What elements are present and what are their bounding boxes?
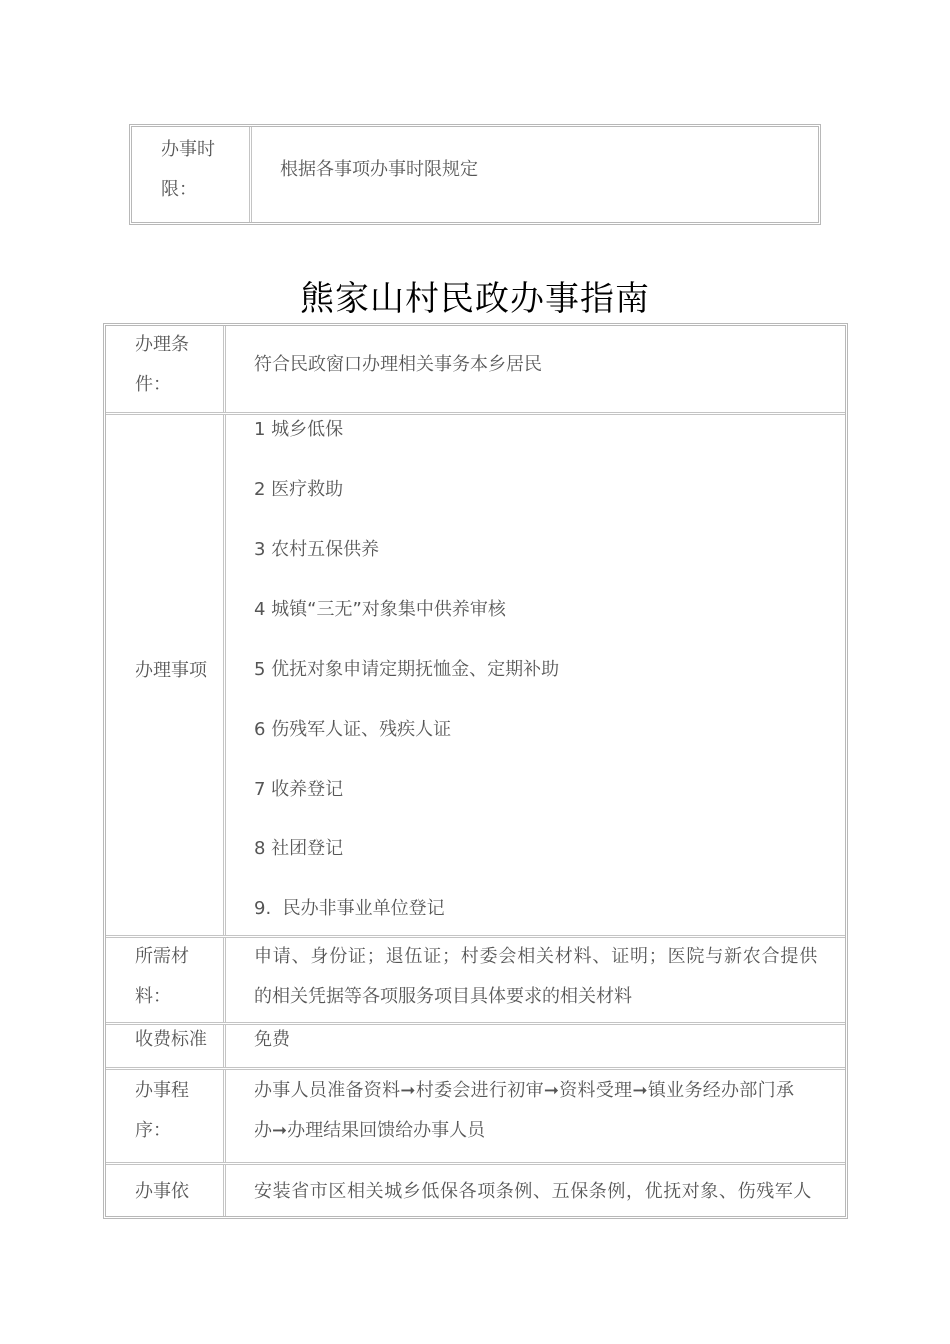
materials-row (106, 935, 845, 1022)
items-label-cell (106, 415, 226, 935)
time-limit-row (132, 127, 818, 222)
time-limit-label-line2: 限： (161, 179, 197, 200)
procedure-label-line2: 序： (135, 1120, 171, 1141)
fees-label-cell (106, 1025, 226, 1067)
time-limit-value: 根据各事项办事时限规定 (280, 159, 478, 180)
procedure-value-cell (226, 1070, 845, 1162)
list-item: 1 城乡低保 (254, 419, 344, 440)
materials-value-line1: 申请、身份证；退伍证；村委会相关材料、证明；医院与新农合提供 (254, 946, 818, 967)
materials-label-line2: 料： (135, 986, 171, 1007)
conditions-row (106, 326, 845, 412)
time-limit-value-cell (252, 127, 818, 222)
list-item: 5 优抚对象申请定期抚恤金、定期补助 (254, 659, 560, 680)
items-label: 办理事项 (135, 660, 207, 681)
basis-label: 办事依 (135, 1181, 189, 1202)
conditions-value: 符合民政窗口办理相关事务本乡居民 (254, 354, 542, 375)
items-list-cell (226, 415, 845, 935)
conditions-value-cell (226, 326, 845, 412)
procedure-value-line1: 办事人员准备资料➞村委会进行初审➞资料受理➞镇业务经办部门承 (254, 1080, 795, 1101)
items-row (106, 412, 845, 935)
list-item: 4 城镇“三无”对象集中供养审核 (254, 599, 506, 620)
fees-row (106, 1022, 845, 1067)
list-item: 8 社团登记 (254, 838, 344, 859)
procedure-row (106, 1067, 845, 1162)
basis-value: 安装省市区相关城乡低保各项条例、五保条例，优抚对象、伤残军人 (254, 1181, 812, 1202)
time-limit-table (129, 124, 821, 225)
conditions-label-line2: 件： (135, 374, 171, 395)
basis-row (106, 1162, 845, 1216)
basis-label-cell (106, 1165, 226, 1216)
materials-label-cell (106, 938, 226, 1022)
procedure-value-line2: 办➞办理结果回馈给办事人员 (254, 1120, 486, 1141)
page-title: 熊家山村民政办事指南 (300, 278, 650, 319)
list-item: 3 农村五保供养 (254, 539, 380, 560)
time-limit-label-cell (132, 127, 252, 222)
materials-label-line1: 所需材 (135, 946, 189, 967)
list-item: 6 伤残军人证、残疾人证 (254, 719, 452, 740)
conditions-label-cell (106, 326, 226, 412)
list-item: 2 医疗救助 (254, 479, 344, 500)
procedure-label-line1: 办事程 (135, 1080, 189, 1101)
fees-value: 免费 (254, 1029, 290, 1050)
procedure-label-cell (106, 1070, 226, 1162)
list-item: 9. 民办非事业单位登记 (254, 898, 445, 919)
materials-value-cell (226, 938, 845, 1022)
conditions-label-line1: 办理条 (135, 334, 189, 355)
basis-value-cell (226, 1165, 845, 1216)
time-limit-label-line1: 办事时 (161, 139, 215, 160)
fees-label: 收费标准 (135, 1029, 207, 1050)
fees-value-cell (226, 1025, 845, 1067)
list-item: 7 收养登记 (254, 779, 344, 800)
guide-table (103, 323, 848, 1219)
materials-value-line2: 的相关凭据等各项服务项目具体要求的相关材料 (254, 986, 632, 1007)
